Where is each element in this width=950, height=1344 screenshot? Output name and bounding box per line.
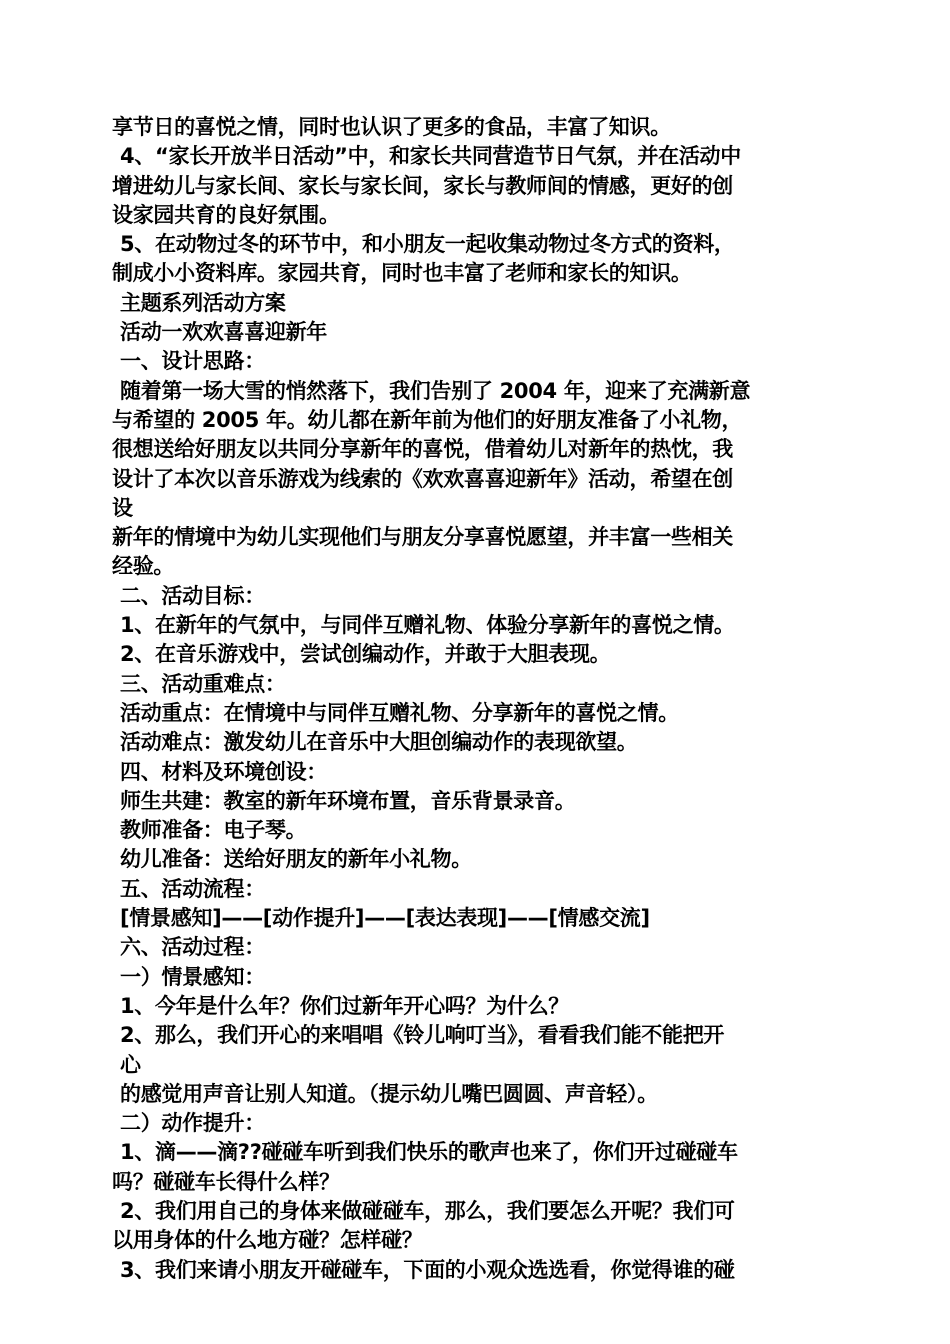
text-line: 以用身体的什么地方碰？怎样碰？: [112, 1228, 423, 1253]
text-line: 制成小小资料库。家园共育，同时也丰富了老师和家长的知识。: [112, 261, 692, 286]
text-line: 2、那么，我们开心的来唱唱《铃儿响叮当》，看看我们能不能把开: [120, 1023, 725, 1048]
text-line: 享节日的喜悦之情，同时也认识了更多的食品，丰富了知识。: [112, 115, 671, 139]
text-line: 2、在音乐游戏中，尝试创编动作，并敢于大胆表现。: [120, 642, 611, 667]
section-heading: 一、设计思路：: [120, 349, 265, 374]
text-line: 1、在新年的气氛中，与同伴互赠礼物、体验分享新年的喜悦之情。: [120, 613, 735, 638]
text-line: 教师准备：电子琴。: [120, 818, 307, 843]
text-line: 经验。: [112, 554, 175, 579]
text-line: 设计了本次以音乐游戏为线索的《欢欢喜喜迎新年》活动，希望在创: [112, 466, 733, 491]
text-line: 设家园共育的良好氛围。: [112, 202, 340, 227]
activity-title: 活动一欢欢喜喜迎新年: [120, 320, 327, 345]
section-heading: 二、活动目标：: [120, 583, 265, 608]
text-line: 4、“家长开放半日活动”中，和家长共同营造节日气氛，并在活动中: [120, 144, 741, 169]
subsection-heading: 一）情景感知：: [120, 964, 265, 989]
text-line: 活动重点：在情境中与同伴互赠礼物、分享新年的喜悦之情。: [120, 700, 679, 725]
text-line: 师生共建：教室的新年环境布置，音乐背景录音。: [120, 788, 576, 813]
document-page: [112, 113, 842, 1285]
section-heading: 三、活动重难点：: [120, 671, 286, 696]
text-line: 设: [112, 495, 133, 520]
text-line: 随着第一场大雪的悄然落下，我们告别了 2004 年，迎来了充满新意: [120, 378, 751, 403]
text-line: 新年的情境中为幼儿实现他们与朋友分享喜悦愿望，并丰富一些相关: [112, 525, 733, 550]
text-line: 1、今年是什么年？你们过新年开心吗？为什么？: [120, 993, 570, 1018]
text-line: 1、滴——滴??碰碰车听到我们快乐的歌声也来了，你们开过碰碰车: [120, 1140, 738, 1165]
subsection-heading: 二）动作提升：: [120, 1111, 265, 1136]
text-line: 幼儿准备：送给好朋友的新年小礼物。: [120, 847, 472, 872]
text-line: 的感觉用声音让别人知道。（提示幼儿嘴巴圆圆、声音轻）。: [120, 1081, 658, 1106]
text-line: 吗？碰碰车长得什么样？: [112, 1169, 340, 1194]
text-line: 2、我们用自己的身体来做碰碰车，那么，我们要怎么开呢？我们可: [120, 1198, 735, 1223]
text-line: 活动难点：激发幼儿在音乐中大胆创编动作的表现欲望。: [120, 730, 638, 755]
section-heading: 五、活动流程：: [120, 876, 265, 901]
section-heading: 主题系列活动方案: [120, 290, 286, 315]
text-line: [情景感知]——[动作提升]——[表达表现]——[情感交流]: [120, 906, 650, 931]
text-line: 增进幼儿与家长间、家长与家长间，家长与教师间的情感，更好的创: [112, 173, 733, 198]
text-line: 心: [120, 1052, 141, 1077]
section-heading: 四、材料及环境创设：: [120, 759, 327, 784]
text-line: 5、在动物过冬的环节中，和小朋友一起收集动物过冬方式的资料，: [120, 232, 735, 257]
text-line: 与希望的 2005 年。幼儿都在新年前为他们的好朋友准备了小礼物，: [112, 407, 743, 432]
section-heading: 六、活动过程：: [120, 935, 265, 960]
text-line: 3、我们来请小朋友开碰碰车，下面的小观众选选看，你觉得谁的碰: [120, 1257, 735, 1282]
text-line: 很想送给好朋友以共同分享新年的喜悦，借着幼儿对新年的热忱，我: [112, 437, 733, 462]
